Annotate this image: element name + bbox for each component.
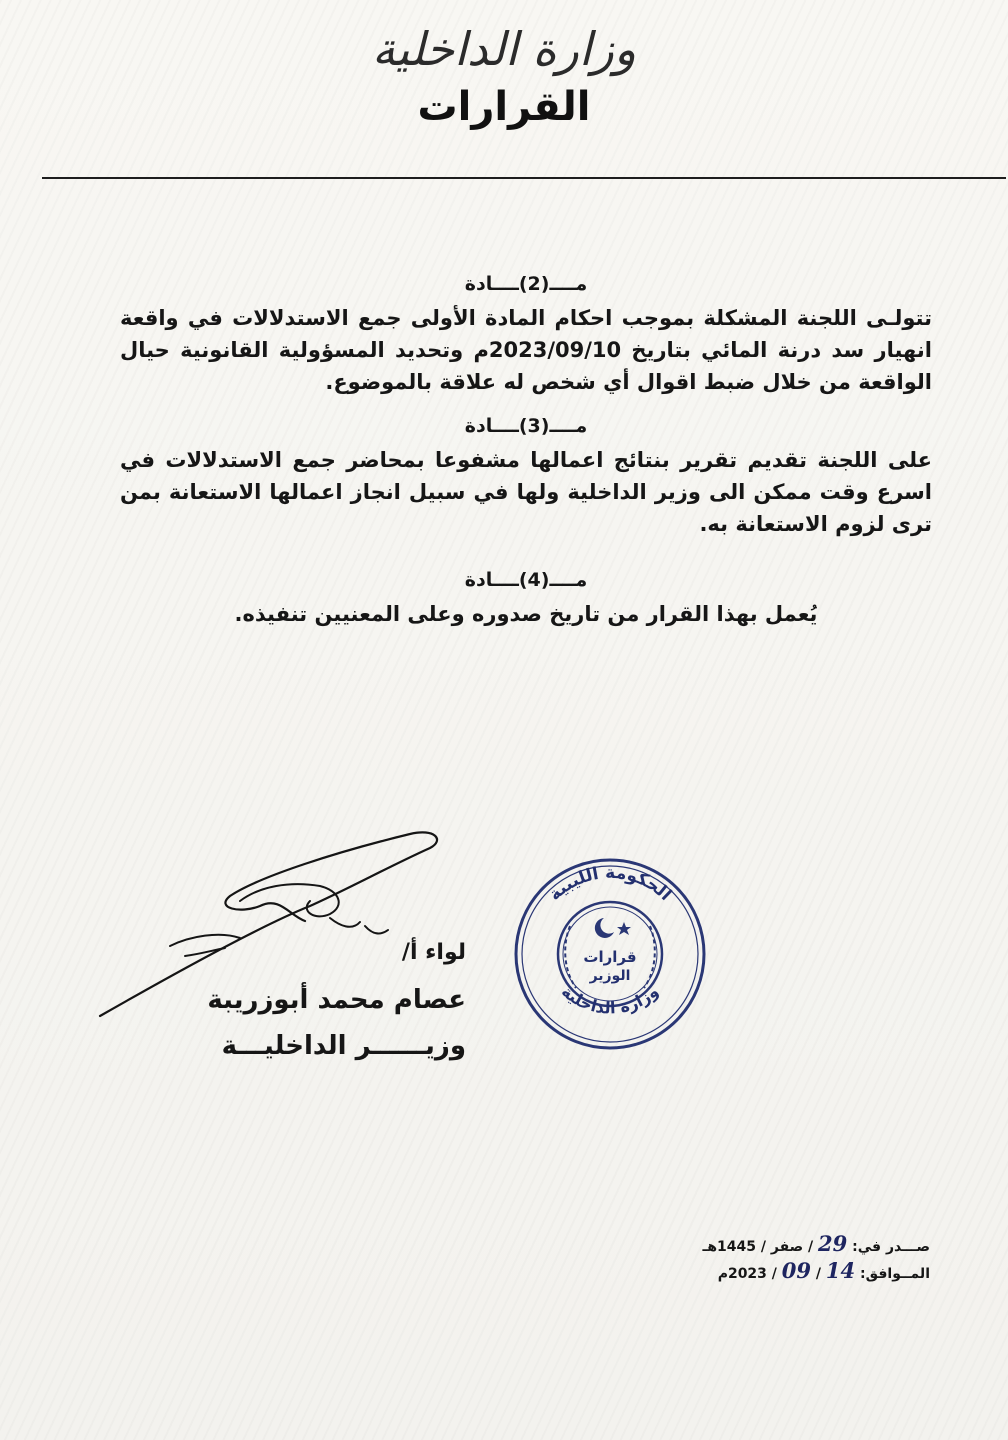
issued-date-line	[660, 1232, 930, 1259]
issued-label: صـــدر في:	[852, 1239, 930, 1255]
greg-month: 09	[781, 1258, 812, 1283]
gregorian-date-line: المــوافق: 14 / 09 / 2023م	[717, 1258, 930, 1283]
signatory-name: عصام محمد أبوزريبة	[207, 985, 466, 1015]
ministry-logo-text: وزارة الداخلية	[371, 22, 637, 76]
seal-center-line2: الوزير	[589, 968, 631, 984]
greg-year: 2023م	[717, 1266, 767, 1282]
hijri-day: 29	[818, 1231, 848, 1256]
article-2-title: مــــ(2)ــــادة	[464, 273, 588, 295]
gregorian-label: المــوافق:	[860, 1266, 930, 1282]
hijri-month: / صفر /	[760, 1239, 814, 1255]
crescent-icon	[595, 918, 614, 938]
signatory-rank: لواء أ/	[401, 940, 466, 965]
article-4-title: مــــ(4)ــــادة	[464, 569, 588, 591]
article-3-title: مــــ(3)ــــادة	[464, 415, 588, 437]
official-seal	[512, 856, 708, 1052]
letterhead	[0, 20, 1008, 130]
article-4-text: يُعمل بهذا القرار من تاريخ صدوره وعلى المعنيين تنفيذه.	[234, 602, 818, 626]
greg-day: 14	[825, 1258, 856, 1283]
seal-center-line1: قرارات	[583, 948, 637, 966]
star-icon	[617, 922, 631, 935]
hijri-year: 1445هـ	[702, 1239, 756, 1255]
header-divider	[42, 177, 1006, 179]
signature-block	[150, 940, 480, 1061]
signatory-title: وزيــــــر الداخليـــة	[221, 1031, 466, 1061]
date-block	[660, 1232, 930, 1286]
seal-top-text: الحكومة الليبية	[545, 862, 676, 905]
seal-bottom-text: وزارة الداخلية	[557, 981, 663, 1018]
section-title: القرارات	[417, 83, 591, 130]
article-3-text: على اللجنة تقديم تقرير بنتائج اعمالها مشفوعا بمحاضر جمع الاستدلالات في اسرع وقت ممكن الى وزير الداخلية ولها في سبيل انجاز اعمالها الاستعانة بمن ترى لزوم الاستعانة به.	[120, 448, 932, 536]
article-2-text: تتولـى اللجنة المشكلة بموجب احكام المادة الأولى جمع الاستدلالات في واقعة انهيار سد درنة المائي بتاريخ 2023/09/10م وتحديد المسؤولية القانونية حيال الواقعة من خلال ضبط اقوال أي شخص له علاقة بالموضوع.	[120, 306, 932, 394]
document-body	[120, 268, 932, 634]
